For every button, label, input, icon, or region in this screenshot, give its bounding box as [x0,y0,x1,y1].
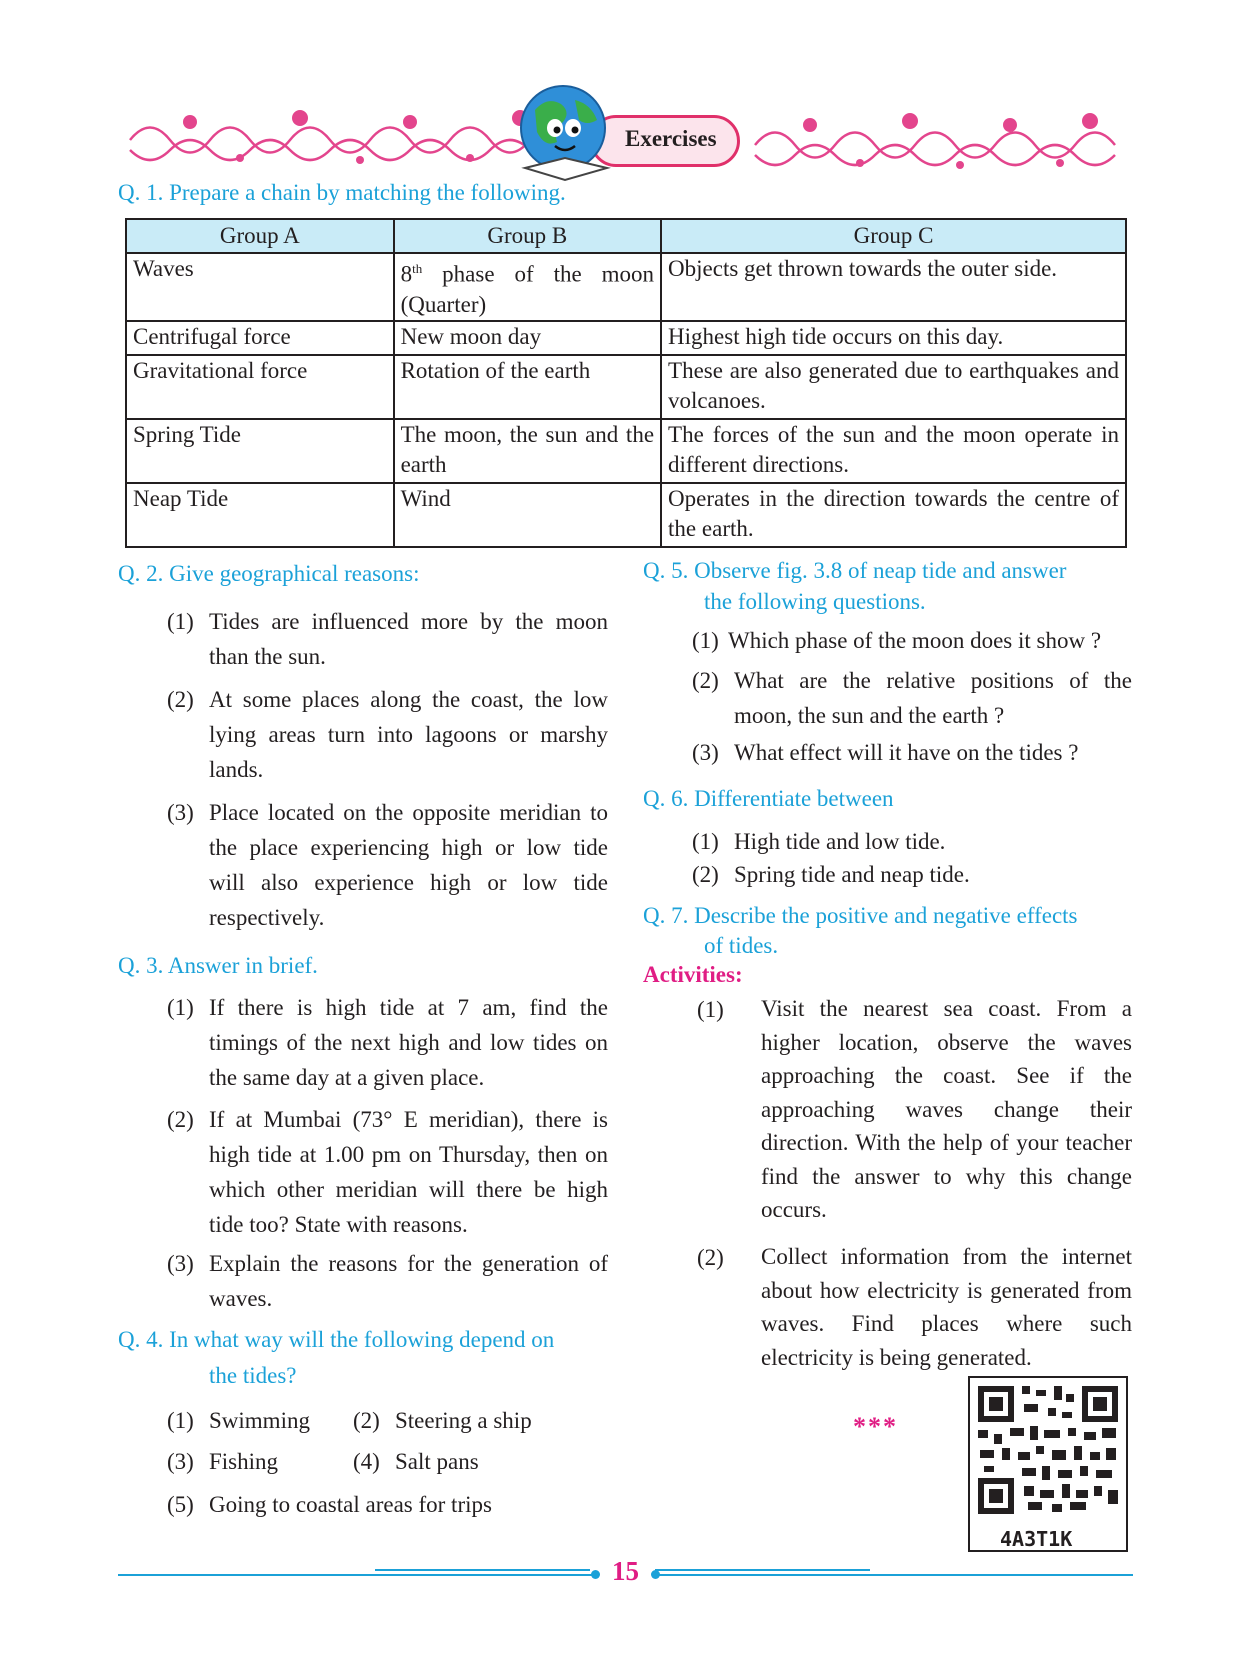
item-number: (2) [167,687,194,712]
globe-mascot-icon [515,80,615,185]
item-number: (1) [167,1408,194,1433]
table-row [126,253,1126,321]
table-cell: Gravitational force [126,355,394,419]
table-row [126,483,1126,547]
q6-heading: Q. 6. Differentiate between [643,786,894,811]
table-cell: Rotation of the earth [394,355,661,419]
item-text: Spring tide and neap tide. [734,862,970,887]
cell-text: 8 [400,261,413,287]
table-cell: Objects get thrown towards the outer side. [661,253,1126,321]
q7-heading-continued: of tides. [704,933,779,958]
item-number: (4) [353,1449,380,1474]
item-number: (1) [692,829,719,854]
qr-pattern-icon [970,1378,1126,1518]
table-cell: The moon, the sun and the earth [394,419,661,483]
q4-heading-continued: the tides? [209,1363,297,1388]
column-header: Group B [394,219,661,253]
item-number: (1) [167,995,194,1020]
item-text: Going to coastal areas for trips [209,1492,492,1517]
table-cell: These are also generated due to earthquakes and volcanoes. [661,355,1126,419]
item-number: (2) [692,668,719,693]
activities-heading: Activities: [643,962,743,987]
footer-line-right [655,1574,1133,1576]
column-header: Group C [661,219,1126,253]
item-text: High tide and low tide. [734,829,946,854]
item-text: What effect will it have on the tides ? [734,740,1079,765]
table-row [126,355,1126,419]
table-cell: Centrifugal force [126,321,394,355]
q4-heading: Q. 4. In what way will the following depend on [118,1327,555,1352]
item-text: Collect information from the internet about how electricity is generated from waves. Find places where such electricity is being generated. [761,1244,1132,1370]
item-text: Swimming [209,1408,310,1433]
q1-heading: Q. 1. Prepare a chain by matching the following. [118,180,566,205]
q2-heading: Q. 2. Give geographical reasons: [118,561,420,586]
qr-code [968,1376,1128,1552]
item-text: If there is high tide at 7 am, find the timings of the next high and low tides on the same day at a given place. [209,995,608,1090]
table-cell: Operates in the direction towards the centre of the earth. [661,483,1126,547]
q3-heading: Q. 3. Answer in brief. [118,953,318,978]
item-text: If at Mumbai (73° E meridian), there is high tide at 1.00 pm on Thursday, then on which other meridian will there be high tide too? State with reasons. [209,1107,608,1237]
item-number: (2) [692,862,719,887]
table-row [126,419,1126,483]
footer-line-right-accent [655,1569,870,1571]
section-end-stars: *** [853,1412,898,1441]
exercises-title: Exercises [625,126,717,151]
q5-heading-continued: the following questions. [704,589,926,614]
right-floral-border [750,105,1130,175]
table-cell: Highest high tide occurs on this day. [661,321,1126,355]
table-cell: Waves [126,253,394,321]
matching-table [125,218,1127,548]
item-number: (2) [167,1107,194,1132]
table-cell: Neap Tide [126,483,394,547]
qr-code-label: 4A3T1K [1000,1527,1073,1551]
item-text: Which phase of the moon does it show ? [728,628,1102,653]
column-header: Group A [126,219,394,253]
item-text: At some places along the coast, the low lying areas turn into lagoons or marshy lands. [209,687,608,782]
item-text: Place located on the opposite meridian to the place experiencing high or low tide will also experience high or low tide respectively. [209,800,608,930]
table-header-row [126,219,1126,253]
item-number: (2) [353,1408,380,1433]
item-text: Fishing [209,1449,279,1474]
q7-heading: Q. 7. Describe the positive and negative effects [643,903,1078,928]
table-cell: Spring Tide [126,419,394,483]
item-text: Explain the reasons for the generation of waves. [209,1251,608,1311]
item-number: (3) [167,1251,194,1276]
page-number: 15 [612,1556,639,1586]
item-text: What are the relative positions of the moon, the sun and the earth ? [734,668,1132,728]
table-cell: New moon day [394,321,661,355]
table-cell [394,253,661,321]
item-number: (3) [167,1449,194,1474]
item-number: (3) [692,740,719,765]
item-number: (3) [167,800,194,825]
item-text: Tides are influenced more by the moon than the sun. [209,609,608,669]
item-text: Salt pans [395,1449,479,1474]
footer-line-left [118,1574,598,1576]
item-number: (1) [167,609,194,634]
item-text: Visit the nearest sea coast. From a higher location, observe the waves approaching the coast. See if the approaching waves change their direction. With the help of your teacher find the answer to why this change occurs. [761,996,1132,1222]
table-cell: The forces of the sun and the moon operate in different directions. [661,419,1126,483]
footer-dot-left [591,1570,600,1579]
footer-line-left-accent [375,1569,590,1571]
item-text: Steering a ship [395,1408,532,1433]
table-cell: Wind [394,483,661,547]
footer-dot-right [651,1570,660,1579]
item-number: (5) [167,1492,194,1517]
q5-heading: Q. 5. Observe fig. 3.8 of neap tide and answer [643,558,1067,583]
item-number: (2) [697,1245,724,1270]
cell-text: phase of the moon (Quarter) [400,261,655,317]
item-number: (1) [692,628,719,653]
cell-superscript: th [412,261,423,276]
table-row [126,321,1126,355]
item-number: (1) [697,997,724,1022]
